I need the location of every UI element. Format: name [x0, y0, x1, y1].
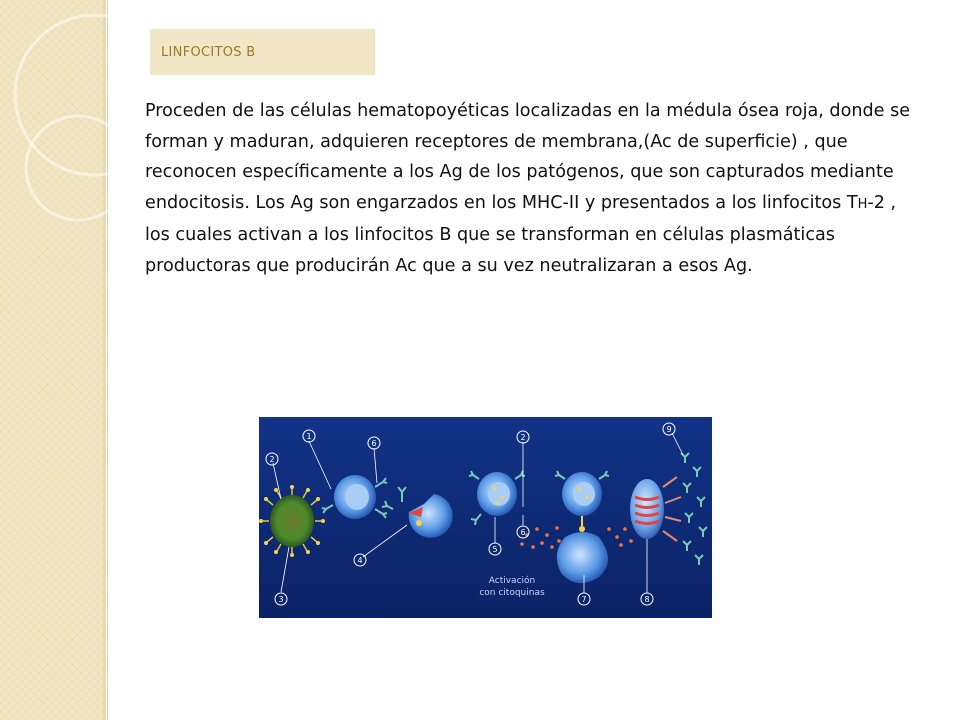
svg-text:7: 7	[581, 595, 587, 604]
svg-text:2: 2	[269, 455, 275, 464]
paragraph-subscript: H	[857, 196, 868, 212]
figure-caption-line-1: Activación	[488, 576, 536, 586]
figure-caption-line-2: con citoquinas	[479, 588, 545, 598]
svg-text:3: 3	[278, 595, 284, 604]
body-paragraph	[145, 96, 915, 281]
t-helper-cell	[557, 532, 608, 583]
paragraph-part-2: -2 , los cuales activan a los linfocitos B que se transforman en células plasmáticas productoras que producirán Ac que a su vez neutralizaran a esos Ag.	[145, 192, 897, 276]
svg-text:1: 1	[306, 432, 312, 441]
b-lymphocyte-activation-diagram	[259, 417, 712, 618]
svg-text:8: 8	[644, 595, 650, 604]
plasma-cell	[630, 479, 664, 539]
slide-title: LINFOCITOS B	[161, 44, 256, 60]
svg-text:6: 6	[520, 528, 526, 537]
title-box	[150, 29, 375, 75]
svg-text:2: 2	[520, 433, 526, 442]
svg-text:4: 4	[357, 556, 363, 565]
svg-text:6: 6	[371, 439, 377, 448]
svg-text:5: 5	[492, 545, 498, 554]
svg-text:9: 9	[666, 425, 672, 434]
paragraph-part-1: Proceden de las células hematopoyéticas localizadas en la médula ósea roja, donde se forman y maduran, adquieren receptores de membrana,(Ac de superficie) , que reconocen específicamente a los Ag de los patógenos, que son capturados mediante endocitosis. Los Ag son engarzados en los MHC-II y presentados a los linfocitos T	[145, 101, 911, 213]
decorative-circles	[0, 0, 140, 280]
